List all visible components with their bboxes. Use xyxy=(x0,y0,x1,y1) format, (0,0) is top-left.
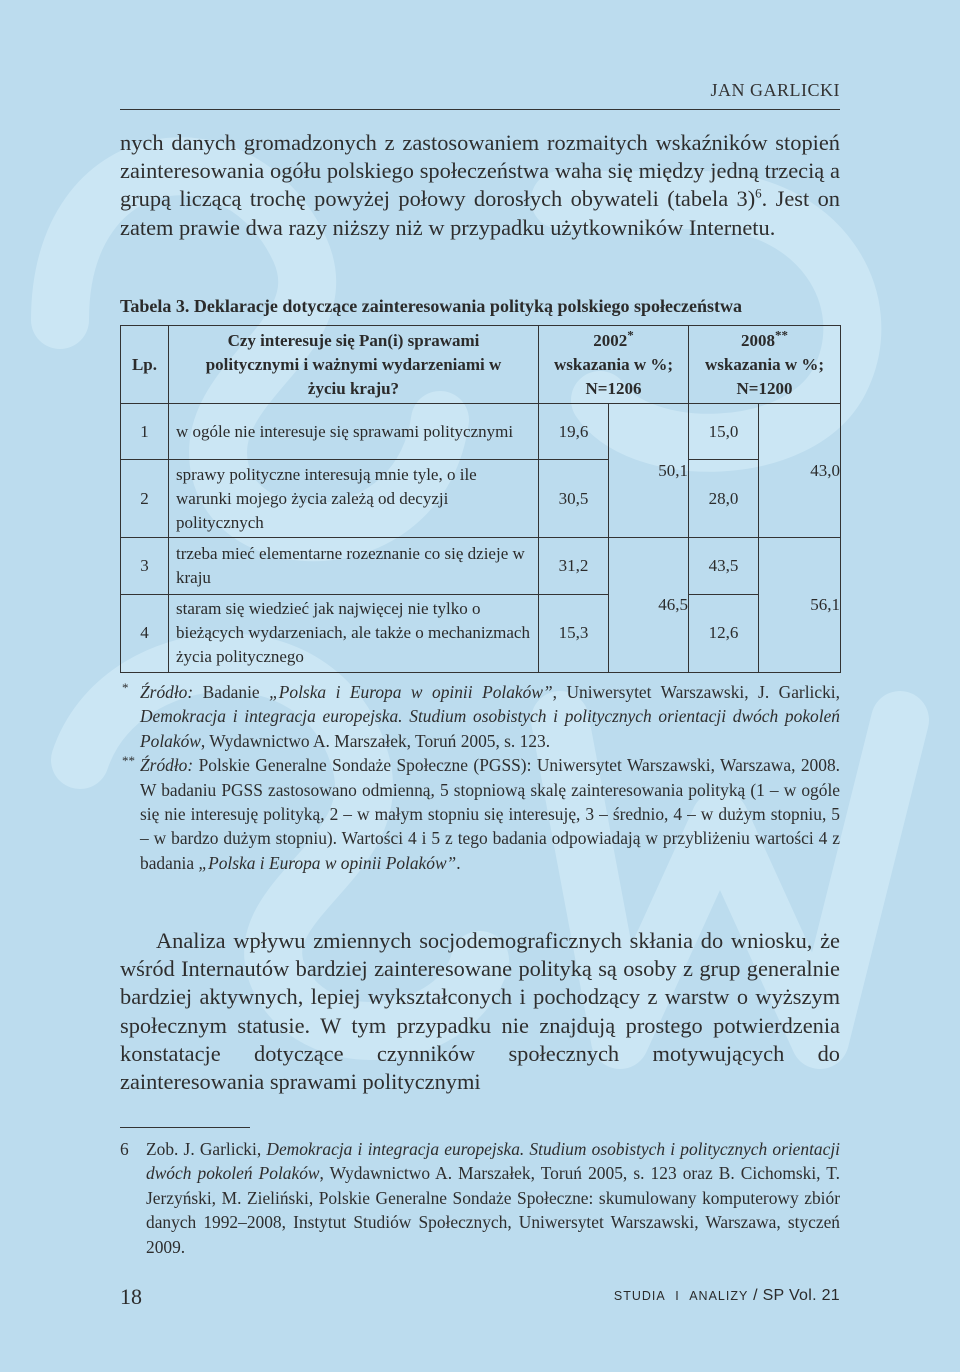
intro-text-2: . Jest on zatem prawie dwa razy niższy niż w przypadku użytkowników Internetu. xyxy=(120,186,840,240)
footnote-text xyxy=(146,1137,840,1259)
header-question: Czy interesuje się Pan(i) sprawami politycznymi i ważnymi wydarzeniami w życiu kraju? xyxy=(169,326,539,404)
header-2008-mark: ** xyxy=(775,326,789,342)
row-1-answer: w ogóle nie interesuje się sprawami politycznymi xyxy=(169,404,539,460)
header-2002 xyxy=(539,326,689,404)
header-2002-sub: wskazania w %; xyxy=(554,354,674,374)
journal-part-4: / SP Vol. 21 xyxy=(753,1287,840,1304)
header-2008-n: N=1200 xyxy=(736,378,793,398)
footnote-text-c: , Wydawnictwo A. Marszałek, Toruń 2005, s. 123 oraz B. Cichomski, T. Jerzyński, M. Zieliński, Polskie Generalne Sondaże Społeczne: skumulowany komputerowy zbiór danych 1992–2008, Instytut Studiów Społecznych, Uniwersytet Warszawski, Warszawa, styczeń 2009. xyxy=(146,1163,840,1257)
footnote-ref-6[interactable]: 6 xyxy=(755,185,762,201)
row-2-2002: 30,5 xyxy=(539,460,609,538)
note-2-label: Źródło: xyxy=(140,755,194,776)
table-header-row xyxy=(121,326,841,404)
row-1-2002: 19,6 xyxy=(539,404,609,460)
survey-table xyxy=(120,325,841,673)
note-1-text-a: Badanie xyxy=(193,682,270,702)
row-1-lp: 1 xyxy=(121,404,169,460)
intro-paragraph xyxy=(120,129,840,242)
footnote-book-title: Demokracja i integracja europejska. Studium osobistych i politycznych orientacji dwóch pokoleń Polaków xyxy=(146,1139,840,1184)
sum-1-2-2008: 43,0 xyxy=(759,404,841,538)
header-2002-n: N=1206 xyxy=(585,378,642,398)
table-notes xyxy=(122,680,840,875)
journal-part-3: ANALIZY xyxy=(689,1289,749,1303)
header-lp: Lp. xyxy=(121,326,169,404)
row-4-lp: 4 xyxy=(121,594,169,672)
row-3-2008: 43,5 xyxy=(689,538,759,594)
header-rule xyxy=(120,109,840,110)
journal-part-2: I xyxy=(675,1289,680,1303)
table-note-1 xyxy=(122,680,840,753)
table-row xyxy=(121,538,841,594)
page-number: 18 xyxy=(120,1284,142,1309)
sum-3-4-2002: 46,5 xyxy=(609,538,689,673)
table-caption: Tabela 3. Deklaracje dotyczące zainteresowania polityką polskiego społeczeństwa xyxy=(120,296,742,316)
header-2002-year: 2002 xyxy=(593,330,628,350)
row-1-2008: 15,0 xyxy=(689,404,759,460)
footnote-6 xyxy=(120,1137,840,1259)
note-2-mark: ** xyxy=(122,753,135,769)
table-row xyxy=(121,460,841,538)
note-2-text-a: Polskie Generalne Sondaże Społeczne (PGSS): Uniwersytet Warszawski, Warszawa, 2008. W badaniu PGSS zastosowano odmienną, 5 stopniową skalę zainteresowania polityką (1 – w ogóle się nie interesuję polityką, 2 – w małym stopniu się interesuję, 3 – średnio, 4 – w dużym stopniu, 5 – w bardzo dużym stopniu). Wartości 4 i 5 z tego badania odpowiadają w przybliżeniu wartości 4 z badania xyxy=(140,755,840,873)
header-2008-sub: wskazania w %; xyxy=(705,354,825,374)
row-2-lp: 2 xyxy=(121,460,169,538)
intro-text-1: nych danych gromadzonych z zastosowaniem rozmaitych wskaźników stopień zainteresowania ogółu polskiego społeczeństwa waha się między jedną trzecią a grupą liczącą trochę powyżej połowy dorosłych obywateli (tabela 3) xyxy=(120,130,840,212)
row-4-2002: 15,3 xyxy=(539,594,609,672)
body-paragraph: Analiza wpływu zmiennych socjodemograficznych skłania do wniosku, że wśród Internautów bardziej zainteresowane polityką są osoby z grup generalnie bardziej aktywnych, lepiej wykształconych i pochodzący z warstw o wyższym społecznym statusie. W tym przypadku nie znajdują prostego potwierdzenia konstatacje dotyczące czynników społecznych motywujących do zainteresowania sprawami politycznymi xyxy=(120,928,840,1095)
header-2008 xyxy=(689,326,841,404)
sum-1-2-2002: 50,1 xyxy=(609,404,689,538)
note-1-mark: * xyxy=(122,680,129,695)
row-3-lp: 3 xyxy=(121,538,169,594)
note-1-survey-title: „Polska i Europa w opinii Polaków” xyxy=(269,682,553,702)
row-4-2008: 12,6 xyxy=(689,594,759,672)
note-1-book-title: Demokracja i integracja europejska. Studium osobistych i politycznych orientacji dwóch pokoleń Polaków xyxy=(140,706,840,751)
row-2-2008: 28,0 xyxy=(689,460,759,538)
journal-part-1: STUDIA xyxy=(613,1289,666,1303)
note-1-label: Źródło: xyxy=(140,682,194,702)
sum-3-4-2008: 56,1 xyxy=(759,538,841,673)
note-2-survey-title: „Polska i Europa w opinii Polaków” xyxy=(198,852,457,873)
row-2-answer: sprawy polityczne interesują mnie tyle, o ile warunki mojego życia zależą od decyzji politycznych xyxy=(169,460,539,538)
table-note-2 xyxy=(122,753,840,875)
note-1-text-c: , Uniwersytet Warszawski, J. Garlicki, xyxy=(552,682,840,702)
table-row xyxy=(121,404,841,460)
footnote-rule xyxy=(120,1127,250,1128)
note-1-text-e: , Wydawnictwo A. Marszałek, Toruń 2005, s. 123. xyxy=(200,730,551,751)
journal-name xyxy=(614,1287,840,1305)
footnote-text-a: Zob. J. Garlicki, xyxy=(146,1139,267,1159)
header-2002-mark: * xyxy=(627,326,634,342)
header-2008-year: 2008 xyxy=(741,330,776,350)
row-3-answer: trzeba mieć elementarne rozeznanie co się dzieje w kraju xyxy=(169,538,539,594)
row-4-answer: staram się wiedzieć jak najwięcej nie tylko o bieżących wydarzeniach, ale także o mechanizmach życia politycznego xyxy=(169,594,539,672)
note-2-text-c: . xyxy=(456,852,461,873)
footnote-number: 6 xyxy=(120,1139,129,1159)
table-row xyxy=(121,594,841,672)
row-3-2002: 31,2 xyxy=(539,538,609,594)
running-header-author: JAN GARLICKI xyxy=(710,80,840,100)
